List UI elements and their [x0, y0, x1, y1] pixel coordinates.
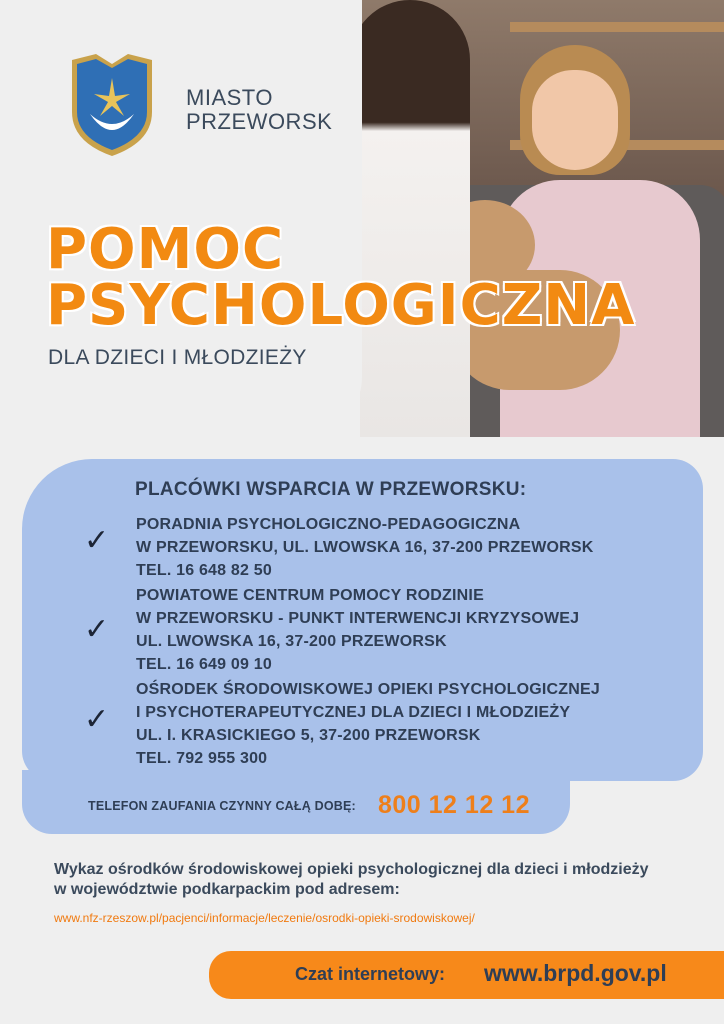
entry-line: W PRZEWORSKU - PUNKT INTERWENCJI KRYZYSOWEJ — [136, 610, 580, 627]
entry-line: I PSYCHOTERAPEUTYCZNEJ DLA DZIECI I MŁODZIEŻY — [136, 704, 571, 721]
footer-line1: Wykaz ośrodków środowiskowej opieki psychologicznej dla dzieci i młodzieży — [54, 861, 649, 878]
support-heading: PLACÓWKI WSPARCIA W PRZEWORSKU: — [135, 479, 527, 500]
page-subtitle: DLA DZIECI I MŁODZIEŻY — [48, 346, 307, 369]
coat-of-arms-icon — [66, 50, 158, 158]
checkmark-icon: ✓ — [84, 613, 110, 646]
entry-line: POWIATOWE CENTRUM POMOCY RODZINIE — [136, 587, 484, 604]
footer-description — [54, 860, 649, 900]
checkmark-icon: ✓ — [84, 703, 110, 736]
photo-girl-face — [532, 70, 618, 170]
entry-line: OŚRODEK ŚRODOWISKOWEJ OPIEKI PSYCHOLOGICZNEJ — [136, 681, 600, 698]
checkmark-icon: ✓ — [84, 524, 110, 557]
entry-line: PORADNIA PSYCHOLOGICZNO-PEDAGOGICZNA — [136, 516, 521, 533]
footer-line2: w województwie podkarpackim pod adresem: — [54, 881, 400, 898]
chat-url-link[interactable]: www.brpd.gov.pl — [484, 960, 667, 986]
city-name-line1: MIASTO — [186, 85, 273, 110]
entry-line: UL. LWOWSKA 16, 37-200 PRZEWORSK — [136, 633, 447, 650]
photo-shelf — [510, 22, 724, 32]
entry-line: TEL. 16 648 82 50 — [136, 562, 272, 579]
entry-line: UL. I. KRASICKIEGO 5, 37-200 PRZEWORSK — [136, 727, 481, 744]
photo-adult — [360, 0, 470, 437]
entry-line: TEL. 792 955 300 — [136, 750, 268, 767]
page-title — [46, 217, 636, 338]
support-entry-2 — [136, 584, 579, 676]
chat-label: Czat internetowy: — [295, 964, 446, 984]
nfz-link[interactable]: www.nfz-rzeszow.pl/pacjenci/informacje/leczenie/osrodki-opieki-srodowiskowej/ — [54, 911, 475, 925]
support-entry-1 — [136, 513, 594, 582]
city-name — [186, 86, 332, 134]
title-line1: POMOC — [46, 217, 285, 282]
hotline-label: TELEFON ZAUFANIA CZYNNY CAŁĄ DOBĘ: — [88, 799, 356, 813]
support-entry-3 — [136, 678, 600, 770]
city-name-line2: PRZEWORSK — [186, 109, 333, 134]
entry-line: TEL. 16 649 09 10 — [136, 656, 272, 673]
hero-photo — [360, 0, 724, 437]
title-line2: PSYCHOLOGICZNA — [46, 273, 636, 338]
hotline-number[interactable]: 800 12 12 12 — [378, 791, 530, 819]
entry-line: W PRZEWORSKU, UL. LWOWSKA 16, 37-200 PRZEWORSK — [136, 539, 594, 556]
